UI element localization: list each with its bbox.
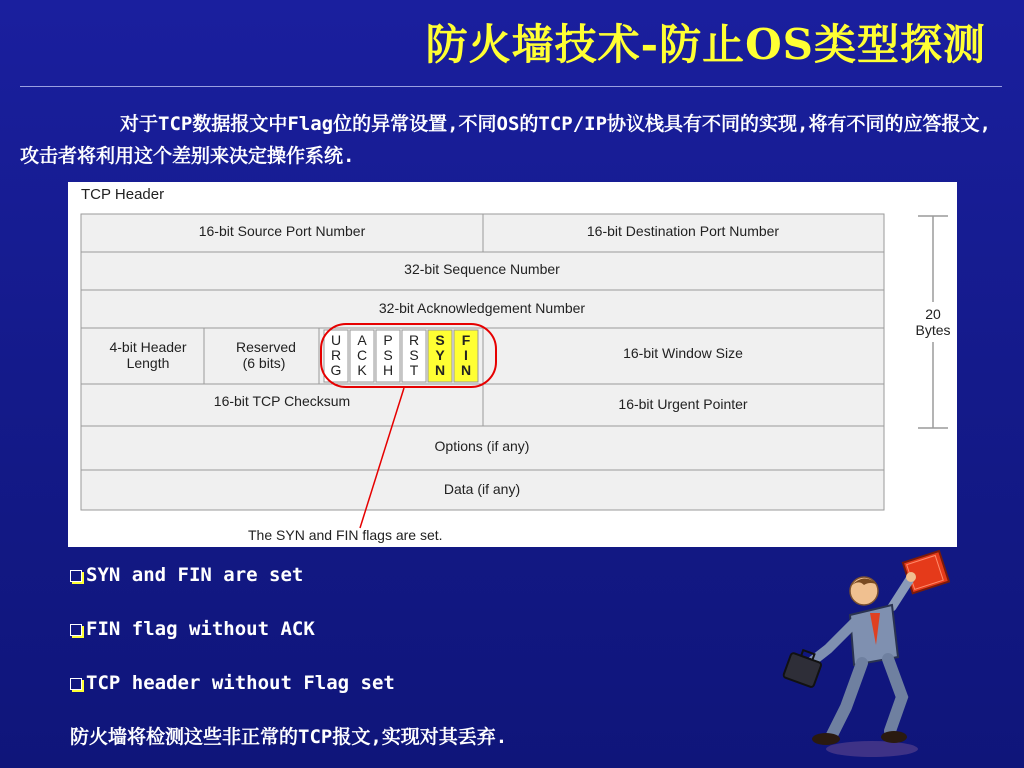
- bullet-item: [70, 614, 395, 668]
- diagram-header-title: TCP Header: [81, 186, 165, 203]
- tcp-header-diagram: [68, 182, 957, 547]
- intro-paragraph: [20, 108, 1000, 172]
- slide-title: 防火墙技术-防止OS类型探测: [425, 20, 986, 69]
- bullet-square-icon: [70, 570, 82, 582]
- bullet-item: [70, 668, 395, 722]
- sequence-label: 32-bit Sequence Number: [404, 261, 560, 277]
- options-label: Options (if any): [434, 438, 530, 454]
- flag-letter: S: [409, 347, 419, 363]
- flag-letter: S: [435, 332, 445, 348]
- header-length-line1: 4-bit Header: [109, 339, 187, 355]
- bullet-list: [70, 560, 395, 722]
- header-length-line2: Length: [126, 355, 170, 371]
- source-port-label: 16-bit Source Port Number: [198, 223, 366, 239]
- urgent-pointer-label: 16-bit Urgent Pointer: [618, 396, 748, 412]
- flag-letter: P: [383, 332, 393, 348]
- flag-letter: U: [330, 332, 342, 348]
- tcp-header-svg: [68, 182, 957, 547]
- reserved-line1: Reserved: [236, 339, 296, 355]
- intro-text: 对于TCP数据报文中Flag位的异常设置,不同OS的TCP/IP协议栈具有不同的实现,将有不同的应答报文,攻击者将利用这个差别来决定操作系统.: [20, 113, 991, 167]
- checksum-label: 16-bit TCP Checksum: [213, 393, 351, 409]
- flag-letter: H: [382, 362, 394, 378]
- flag-letter: T: [409, 362, 419, 378]
- flag-letter: R: [408, 332, 420, 348]
- size-label-number: 20: [925, 306, 941, 322]
- dest-port-label: 16-bit Destination Port Number: [586, 223, 780, 239]
- reserved-line2: (6 bits): [242, 355, 286, 371]
- bullet-text: FIN flag without ACK: [86, 618, 315, 640]
- flag-letter: Y: [435, 347, 445, 363]
- flag-letter: K: [357, 362, 367, 378]
- bullet-square-icon: [70, 624, 82, 636]
- flag-letter: I: [464, 347, 468, 363]
- window-size-label: 16-bit Window Size: [623, 345, 743, 361]
- bullet-text: SYN and FIN are set: [86, 564, 304, 586]
- data-label: Data (if any): [443, 481, 521, 497]
- flag-letter: F: [461, 332, 471, 348]
- diagram-caption: The SYN and FIN flags are set.: [248, 527, 443, 543]
- bullet-item: [70, 560, 395, 614]
- flag-letter: A: [357, 332, 367, 348]
- size-label-unit: Bytes: [915, 322, 951, 338]
- flag-letter: G: [330, 362, 342, 378]
- businessman-running-icon: [780, 545, 960, 760]
- conclusion-text: 防火墙将检测这些非正常的TCP报文,实现对其丢弃.: [70, 726, 508, 748]
- ack-number-label: 32-bit Acknowledgement Number: [378, 300, 586, 316]
- flag-letter: R: [330, 347, 342, 363]
- flag-letter: N: [434, 362, 446, 378]
- flag-letter: N: [460, 362, 472, 378]
- bullet-text: TCP header without Flag set: [86, 672, 395, 694]
- flag-letter: C: [356, 347, 368, 363]
- title-divider: [20, 86, 1002, 87]
- bullet-square-icon: [70, 678, 82, 690]
- flag-letter: S: [383, 347, 393, 363]
